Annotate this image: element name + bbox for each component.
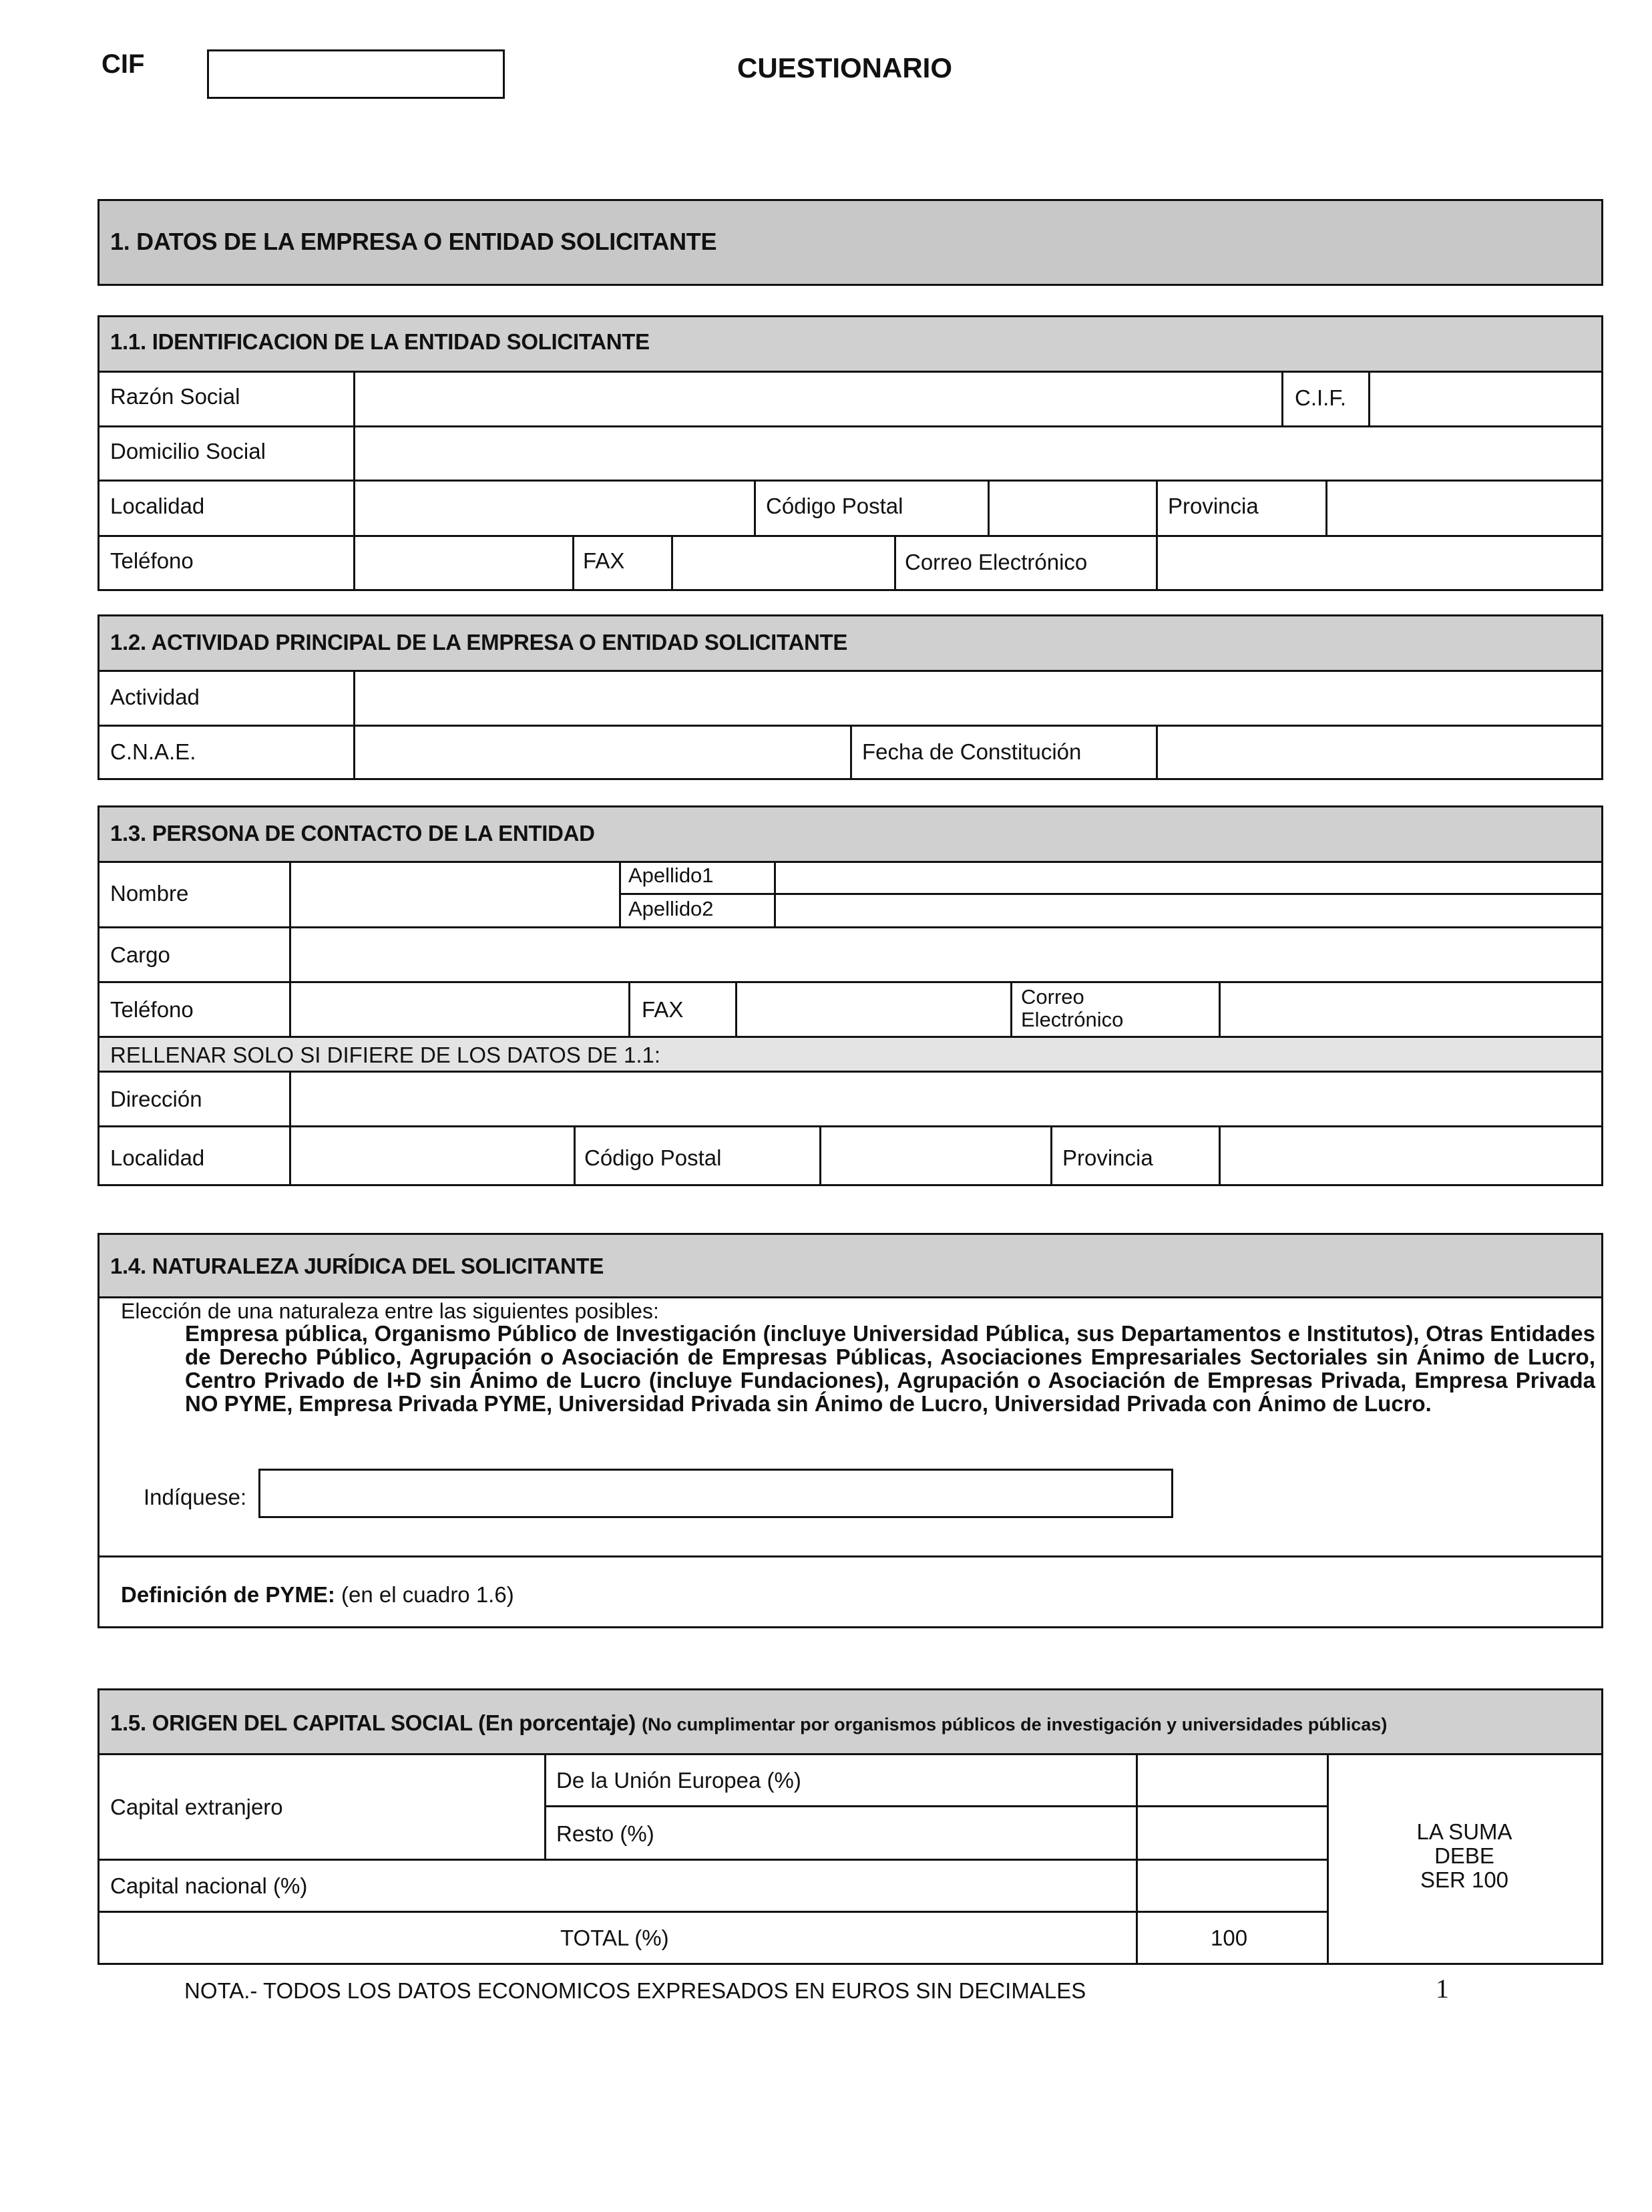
actividad-label: Actividad	[110, 685, 200, 709]
contacto-codigo-postal-field[interactable]	[822, 1128, 1048, 1183]
domicilio-social-field[interactable]	[356, 428, 1598, 479]
section-1-5-title	[110, 1710, 1387, 1736]
section-1-2-title: 1.2. ACTIVIDAD PRINCIPAL DE LA EMPRESA O ENTIDAD SOLICITANTE	[110, 630, 848, 655]
correo-electronico-field[interactable]	[1159, 538, 1598, 588]
naturaleza-intro: Elección de una naturaleza entre las siguientes posibles:	[121, 1299, 659, 1323]
contacto-correo-field[interactable]	[1221, 984, 1598, 1035]
razon-social-label: Razón Social	[110, 384, 240, 409]
razon-social-field[interactable]	[356, 373, 1378, 424]
definicion-pyme	[121, 1582, 514, 1608]
nombre-label: Nombre	[110, 881, 189, 906]
contacto-provincia-label: Provincia	[1062, 1145, 1153, 1170]
actividad-field[interactable]	[356, 673, 1598, 723]
apellido1-field[interactable]	[777, 864, 1598, 892]
provincia-field[interactable]	[1328, 483, 1598, 534]
apellido2-label: Apellido2	[628, 897, 714, 920]
contacto-fax-field[interactable]	[738, 984, 1014, 1035]
localidad-label: Localidad	[110, 494, 205, 518]
resto-label: Resto (%)	[556, 1821, 654, 1846]
definicion-pyme-label: Definición de PYME:	[121, 1582, 335, 1607]
fax-label: FAX	[583, 548, 625, 573]
union-europea-field[interactable]	[1139, 1756, 1325, 1804]
rellenar-note: RELLENAR SOLO SI DIFIERE DE LOS DATOS DE 1.1:	[110, 1043, 661, 1067]
section-1-5-title-note: (No cumplimentar por organismos públicos de investigación y universidades públicas)	[642, 1714, 1388, 1734]
capital-extranjero-label: Capital extranjero	[110, 1795, 283, 1819]
cargo-label: Cargo	[110, 942, 170, 967]
cif-input[interactable]	[207, 49, 505, 99]
resto-field[interactable]	[1139, 1808, 1325, 1857]
cnae-label: C.N.A.E.	[110, 739, 196, 764]
section-1-title: 1. DATOS DE LA EMPRESA O ENTIDAD SOLICITANTE	[110, 228, 717, 255]
contacto-telefono-label: Teléfono	[110, 997, 194, 1022]
fecha-constitucion-field[interactable]	[1159, 727, 1598, 777]
union-europea-label: De la Unión Europea (%)	[556, 1768, 801, 1793]
contacto-correo-label-2: Electrónico	[1021, 1008, 1124, 1031]
section-1-banner	[97, 199, 1603, 286]
suma-note-line-3: SER 100	[1420, 1867, 1509, 1892]
localidad-field[interactable]	[356, 483, 750, 534]
capital-nacional-field[interactable]	[1139, 1861, 1325, 1909]
apellido2-field[interactable]	[777, 896, 1598, 925]
telefono-label: Teléfono	[110, 548, 194, 573]
indiquese-input[interactable]	[258, 1469, 1173, 1518]
total-label: TOTAL (%)	[560, 1925, 669, 1950]
suma-note	[1332, 1820, 1597, 1892]
cnae-field[interactable]	[356, 727, 944, 777]
section-1-1-title: 1.1. IDENTIFICACION DE LA ENTIDAD SOLICITANTE	[110, 329, 650, 354]
section-1-5	[97, 1688, 1603, 1965]
domicilio-social-label: Domicilio Social	[110, 439, 266, 464]
definicion-pyme-note: (en el cuadro 1.6)	[335, 1582, 514, 1607]
suma-note-line-2: DEBE	[1434, 1843, 1494, 1868]
contacto-correo-label-1: Correo	[1021, 985, 1084, 1008]
contacto-fax-label: FAX	[642, 997, 684, 1022]
indiquese-label: Indíquese:	[144, 1485, 247, 1509]
page-number: 1	[1436, 1974, 1449, 2004]
cif-field-label: C.I.F.	[1295, 385, 1347, 410]
section-1-3-title: 1.3. PERSONA DE CONTACTO DE LA ENTIDAD	[110, 821, 595, 846]
telefono-field[interactable]	[356, 538, 570, 588]
codigo-postal-field[interactable]	[990, 483, 1153, 534]
section-1-4-title: 1.4. NATURALEZA JURÍDICA DEL SOLICITANTE	[110, 1254, 604, 1278]
section-1-4	[97, 1233, 1603, 1628]
direccion-field[interactable]	[292, 1073, 1598, 1124]
capital-nacional-label: Capital nacional (%)	[110, 1873, 308, 1898]
cif-label: CIF	[101, 49, 145, 79]
fax-field[interactable]	[674, 538, 891, 588]
contacto-provincia-field[interactable]	[1221, 1128, 1598, 1183]
total-value: 100	[1211, 1925, 1248, 1950]
section-1-1	[97, 315, 1603, 591]
section-1-3	[97, 805, 1603, 1186]
fecha-constitucion-label: Fecha de Constitución	[862, 739, 1082, 764]
direccion-label: Dirección	[110, 1087, 202, 1111]
codigo-postal-label: Código Postal	[766, 494, 903, 518]
suma-note-line-1: LA SUMA	[1416, 1819, 1512, 1844]
provincia-label: Provincia	[1168, 494, 1259, 518]
contacto-telefono-field[interactable]	[292, 984, 626, 1035]
contacto-codigo-postal-label: Código Postal	[584, 1145, 722, 1170]
contacto-localidad-label: Localidad	[110, 1145, 205, 1170]
cargo-field[interactable]	[292, 929, 1598, 980]
page-title: CUESTIONARIO	[737, 52, 953, 83]
apellido1-label: Apellido1	[628, 864, 714, 887]
section-1-5-title-main: 1.5. ORIGEN DEL CAPITAL SOCIAL (En porcentaje)	[110, 1710, 636, 1735]
nota-footer: NOTA.- TODOS LOS DATOS ECONOMICOS EXPRESADOS EN EUROS SIN DECIMALES	[184, 1978, 1086, 2003]
naturaleza-options: Empresa pública, Organismo Público de Investigación (incluye Universidad Pública, sus Departamentos e Institutos), Otras Entidades de Derecho Público, Agrupación o Asociación de Empresas Públicas, Asociaciones Empresariales Sectoriales sin Ánimo de Lucro, Centro Privado de I+D sin Ánimo de Lucro (incluye Fundaciones), Agrupación o Asociación de Empresas Privada, Empresa Privada NO PYME, Empresa Privada PYME, Universidad Privada sin Ánimo de Lucro, Universidad Privada con Ánimo de Lucro.	[185, 1321, 1595, 1416]
section-1-2	[97, 614, 1603, 780]
cif-field[interactable]	[1371, 373, 1598, 424]
contacto-localidad-field[interactable]	[292, 1128, 571, 1183]
correo-electronico-label: Correo Electrónico	[905, 550, 1088, 574]
